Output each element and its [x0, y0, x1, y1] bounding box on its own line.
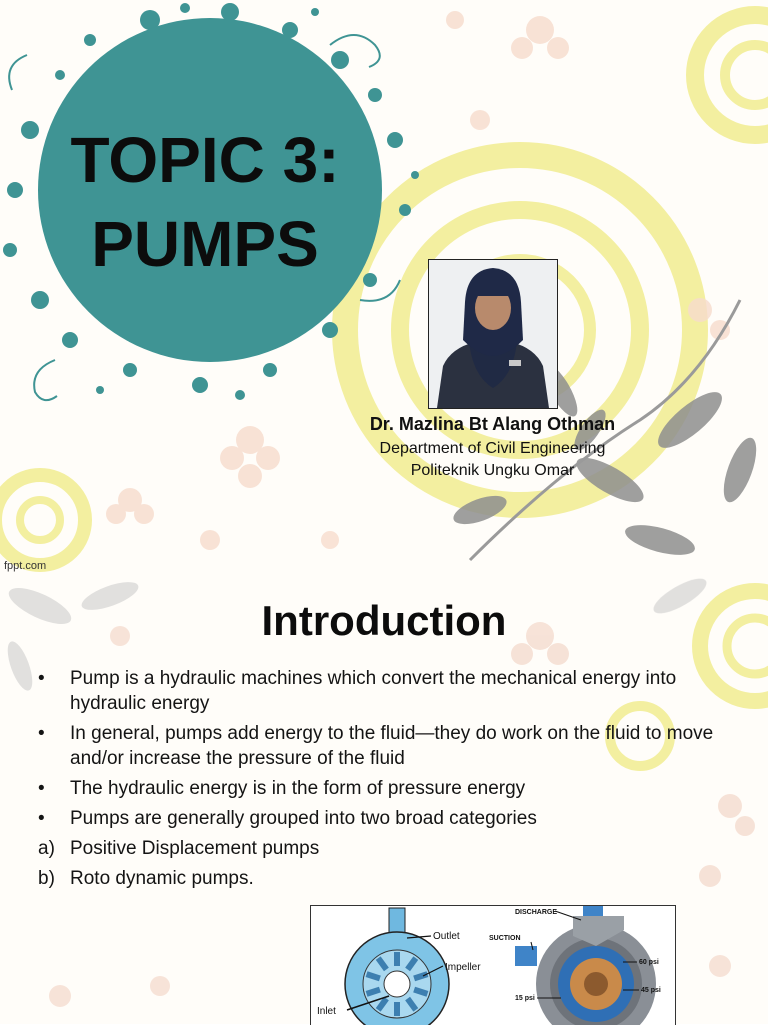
pressure-15-label: 15 psi	[515, 995, 535, 1002]
bullet-text: Positive Displacement pumps	[70, 838, 320, 859]
bullet-marker: •	[38, 668, 45, 689]
bullet-text: Roto dynamic pumps.	[70, 868, 254, 889]
list-item	[38, 866, 738, 891]
cutaway-pump-illustration	[489, 906, 661, 1025]
bullet-marker: a)	[38, 838, 55, 859]
slide-title-line1: TOPIC 3:	[70, 124, 340, 196]
watermark: fppt.com	[4, 560, 47, 572]
pressure-60-label: 60 psi	[639, 959, 659, 966]
author-name: Dr. Mazlina Bt Alang Othman	[369, 414, 616, 434]
list-item	[38, 836, 738, 861]
author-portrait-image	[429, 260, 557, 408]
impeller-label: Impeller	[445, 962, 481, 973]
list-item	[38, 806, 738, 831]
pump-illustration	[311, 906, 675, 1025]
inlet-label: Inlet	[317, 1006, 336, 1017]
bullet-text: Pump is a hydraulic machines which convert the mechanical energy into hydraulic energy	[70, 668, 677, 714]
pump-diagram	[310, 905, 676, 1025]
list-item	[38, 721, 738, 771]
bullet-marker: b)	[38, 868, 55, 889]
list-item	[38, 776, 738, 801]
author-photo	[428, 259, 558, 409]
list-item	[38, 666, 738, 716]
bullet-text: The hydraulic energy is in the form of pressure energy	[70, 778, 526, 799]
centrifugal-pump-schematic	[317, 908, 481, 1025]
discharge-label: DISCHARGE	[515, 909, 558, 916]
slide-title: Introduction	[261, 597, 507, 644]
pressure-45-label: 45 psi	[641, 987, 661, 994]
outlet-label: Outlet	[433, 931, 460, 942]
author-department: Department of Civil Engineering	[379, 440, 606, 457]
bullet-marker: •	[38, 808, 45, 829]
suction-label: SUCTION	[489, 935, 521, 942]
bullet-marker: •	[38, 778, 45, 799]
bullet-list	[38, 666, 738, 896]
bullet-text: Pumps are generally grouped into two broad categories	[70, 808, 537, 829]
bullet-text: In general, pumps add energy to the fluid—they do work on the fluid to move and/or increase the pressure of the fluid	[70, 723, 714, 769]
author-institution: Politeknik Ungku Omar	[410, 462, 575, 479]
slide-title-line2: PUMPS	[91, 208, 319, 280]
bullet-marker: •	[38, 723, 45, 744]
